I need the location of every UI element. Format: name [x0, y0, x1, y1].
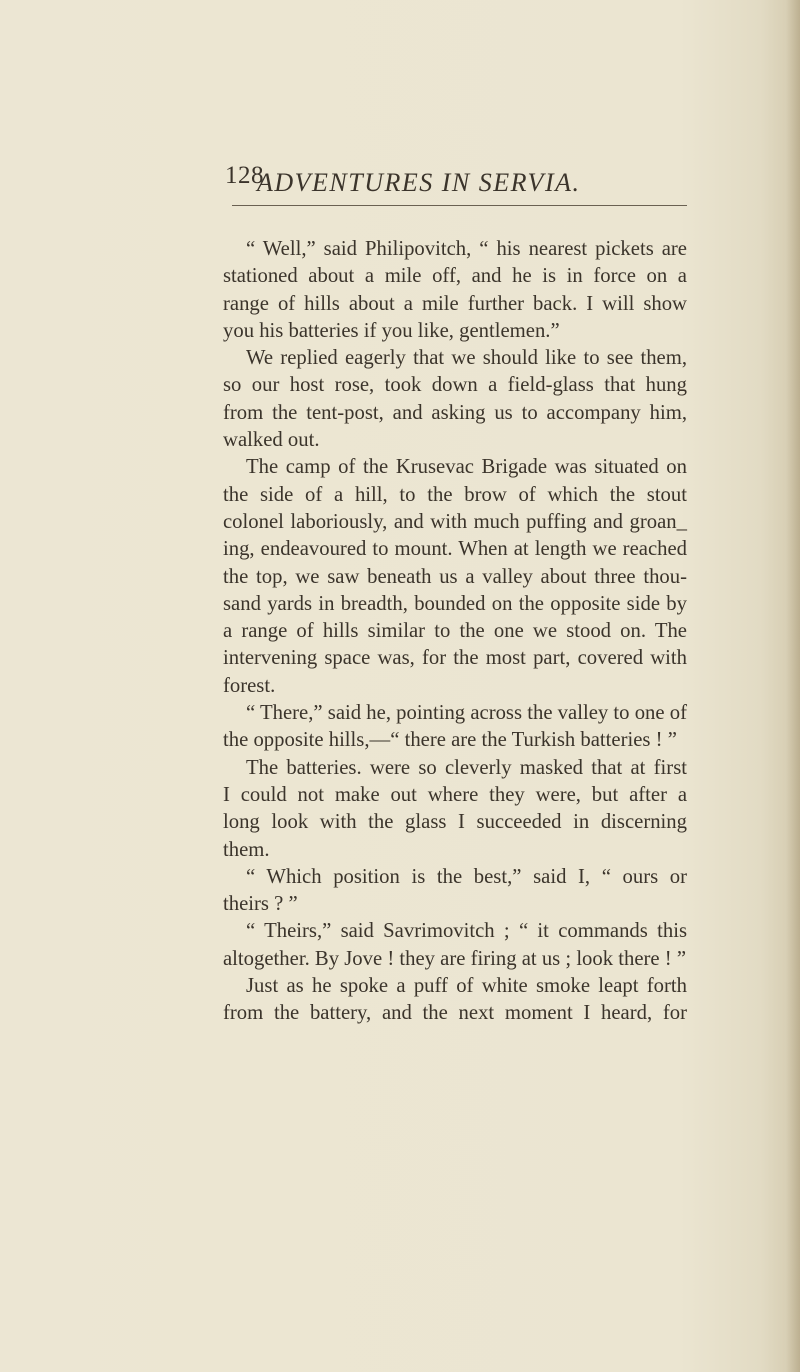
text-line: ing, endeavoured to mount. When at length we reached: [223, 538, 687, 561]
text-line: the top, we saw beneath us a valley about three thou-: [223, 565, 687, 588]
text-line: intervening space was, for the most part, covered with: [223, 647, 687, 670]
text-line: The camp of the Krusevac Brigade was situated on: [246, 456, 687, 479]
text-line: forest.: [223, 674, 276, 697]
text-line: a range of hills similar to the one we stood on. The: [223, 620, 687, 643]
text-line: “ Which position is the best,” said I, “ ours or: [246, 865, 687, 888]
text-line: Just as he spoke a puff of white smoke leapt forth: [246, 975, 687, 998]
text-line: from the battery, and the next moment I heard, for: [223, 1002, 687, 1025]
text-line: “ There,” said he, pointing across the valley to one of: [246, 702, 687, 725]
text-line: We replied eagerly that we should like to see them,: [246, 347, 687, 370]
text-line: “ Well,” said Philipovitch, “ his nearest pickets are: [246, 238, 687, 260]
text-line: long look with the glass I succeeded in discerning: [223, 811, 687, 834]
text-line: stationed about a mile off, and he is in force on a: [223, 265, 687, 288]
text-line: I could not make out where they were, but after a: [223, 783, 687, 806]
text-line: sand yards in breadth, bounded on the opposite side by: [223, 592, 687, 615]
text-line: “ Theirs,” said Savrimovitch ; “ it commands this: [246, 920, 687, 943]
page-edge-shadow: [786, 0, 800, 1372]
text-line: The batteries. were so cleverly masked that at first: [246, 756, 687, 779]
text-line: colonel laboriously, and with much puffing and groan_: [223, 510, 687, 533]
page-number: 128: [225, 162, 264, 189]
text-line: the opposite hills,—“ there are the Turkish batteries ! ”: [223, 729, 677, 752]
text-line: them.: [223, 838, 270, 861]
text-line: theirs ? ”: [223, 893, 298, 916]
text-line: range of hills about a mile further back. I will show: [223, 292, 687, 315]
body-text: [223, 236, 687, 1028]
text-line: walked out.: [223, 429, 320, 452]
header-rule: [232, 205, 687, 206]
text-line: from the tent-post, and asking us to accompany him,: [223, 401, 687, 424]
text-line: altogether. By Jove ! they are firing at us ; look there ! ”: [223, 947, 687, 970]
text-line: you his batteries if you like, gentlemen.”: [223, 319, 560, 342]
text-line: the side of a hill, to the brow of which the stout: [223, 483, 687, 506]
running-title: ADVENTURES IN SERVIA.: [257, 168, 581, 197]
text-line: so our host rose, took down a field-glass that hung: [223, 374, 687, 397]
page-header: [225, 162, 765, 202]
